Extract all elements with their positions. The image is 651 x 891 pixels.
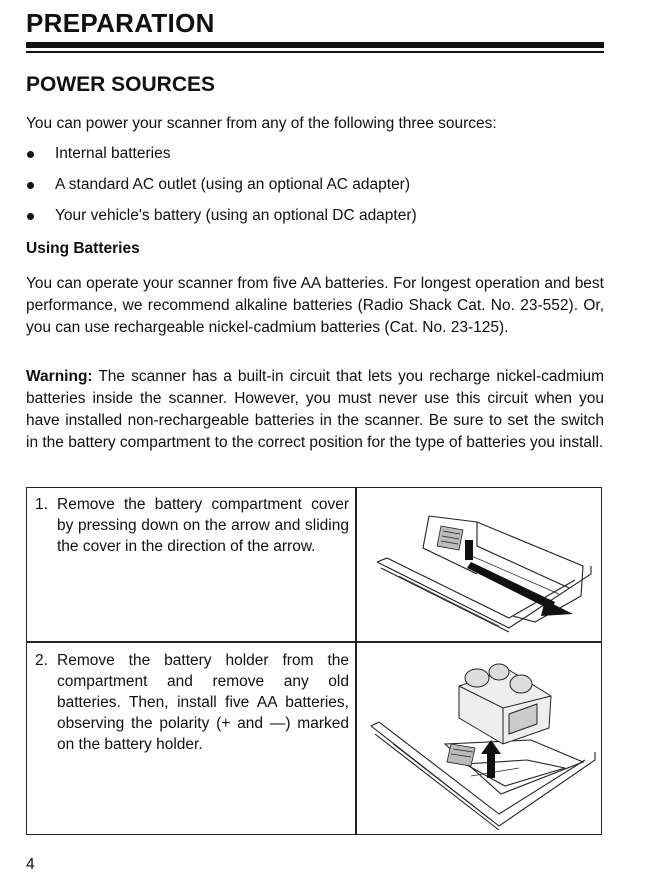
steps-table (26, 487, 602, 835)
section-title: POWER SOURCES (26, 73, 216, 96)
battery-compartment-grip (447, 744, 475, 766)
list-item-text: Your vehicle's battery (using an optional DC adapter) (55, 207, 417, 224)
header-rule-thick (26, 42, 604, 48)
scanner-compartment-drawing (371, 722, 595, 830)
page-header-title: PREPARATION (26, 8, 215, 38)
list-item-text: A standard AC outlet (using an optional AC adapter) (55, 176, 411, 193)
warning-paragraph (26, 366, 604, 454)
page-number: 4 (26, 856, 35, 873)
battery-holder-illustration (359, 648, 599, 832)
table-divider-vertical (355, 488, 357, 834)
battery-cover-removal-illustration (359, 506, 599, 634)
batteries-paragraph: You can operate your scanner from five AA batteries. For longest operation and best performance, we recommend alkaline batteries (Radio Shack Cat. No. 23-552). Or, you can use rechargeable nickel-cadmium batteries (Cat. No. 23-125). (26, 275, 604, 336)
header-rule-thin (26, 51, 604, 53)
battery-holder-drawing (459, 664, 551, 744)
table-divider-horizontal (27, 641, 601, 643)
power-source-list (26, 144, 616, 237)
list-item (26, 175, 616, 206)
step-number: 2. (35, 652, 48, 669)
bullet-icon (27, 182, 34, 189)
bullet-icon (27, 151, 34, 158)
step-1 (35, 494, 349, 557)
step-2 (35, 650, 349, 755)
battery-cover-grip (437, 526, 463, 550)
warning-label: Warning: (26, 368, 93, 385)
subsection-title: Using Batteries (26, 240, 140, 257)
list-item-text: Internal batteries (55, 145, 171, 162)
step-text: Remove the battery holder from the compartment and remove any old batteries. Then, install five AA batteries, observing the polarity (+ and —) marked on the battery holder. (57, 652, 349, 753)
step-text: Remove the battery compartment cover by pressing down on the arrow and sliding the cover in the direction of the arrow. (57, 496, 349, 555)
list-item (26, 144, 616, 175)
intro-text: You can power your scanner from any of the following three sources: (26, 115, 497, 132)
lift-arrow-icon (481, 740, 501, 778)
bullet-icon (27, 213, 34, 220)
list-item (26, 206, 616, 237)
warning-text: The scanner has a built-in circuit that lets you recharge nickel-cadmium batteries inside the scanner. However, you must never use this circuit when you have installed non-rechargeable batteries in the scanner. Be sure to set the switch in the battery compartment to the correct position for the type of batteries you install. (26, 368, 604, 451)
step-number: 1. (35, 496, 48, 513)
